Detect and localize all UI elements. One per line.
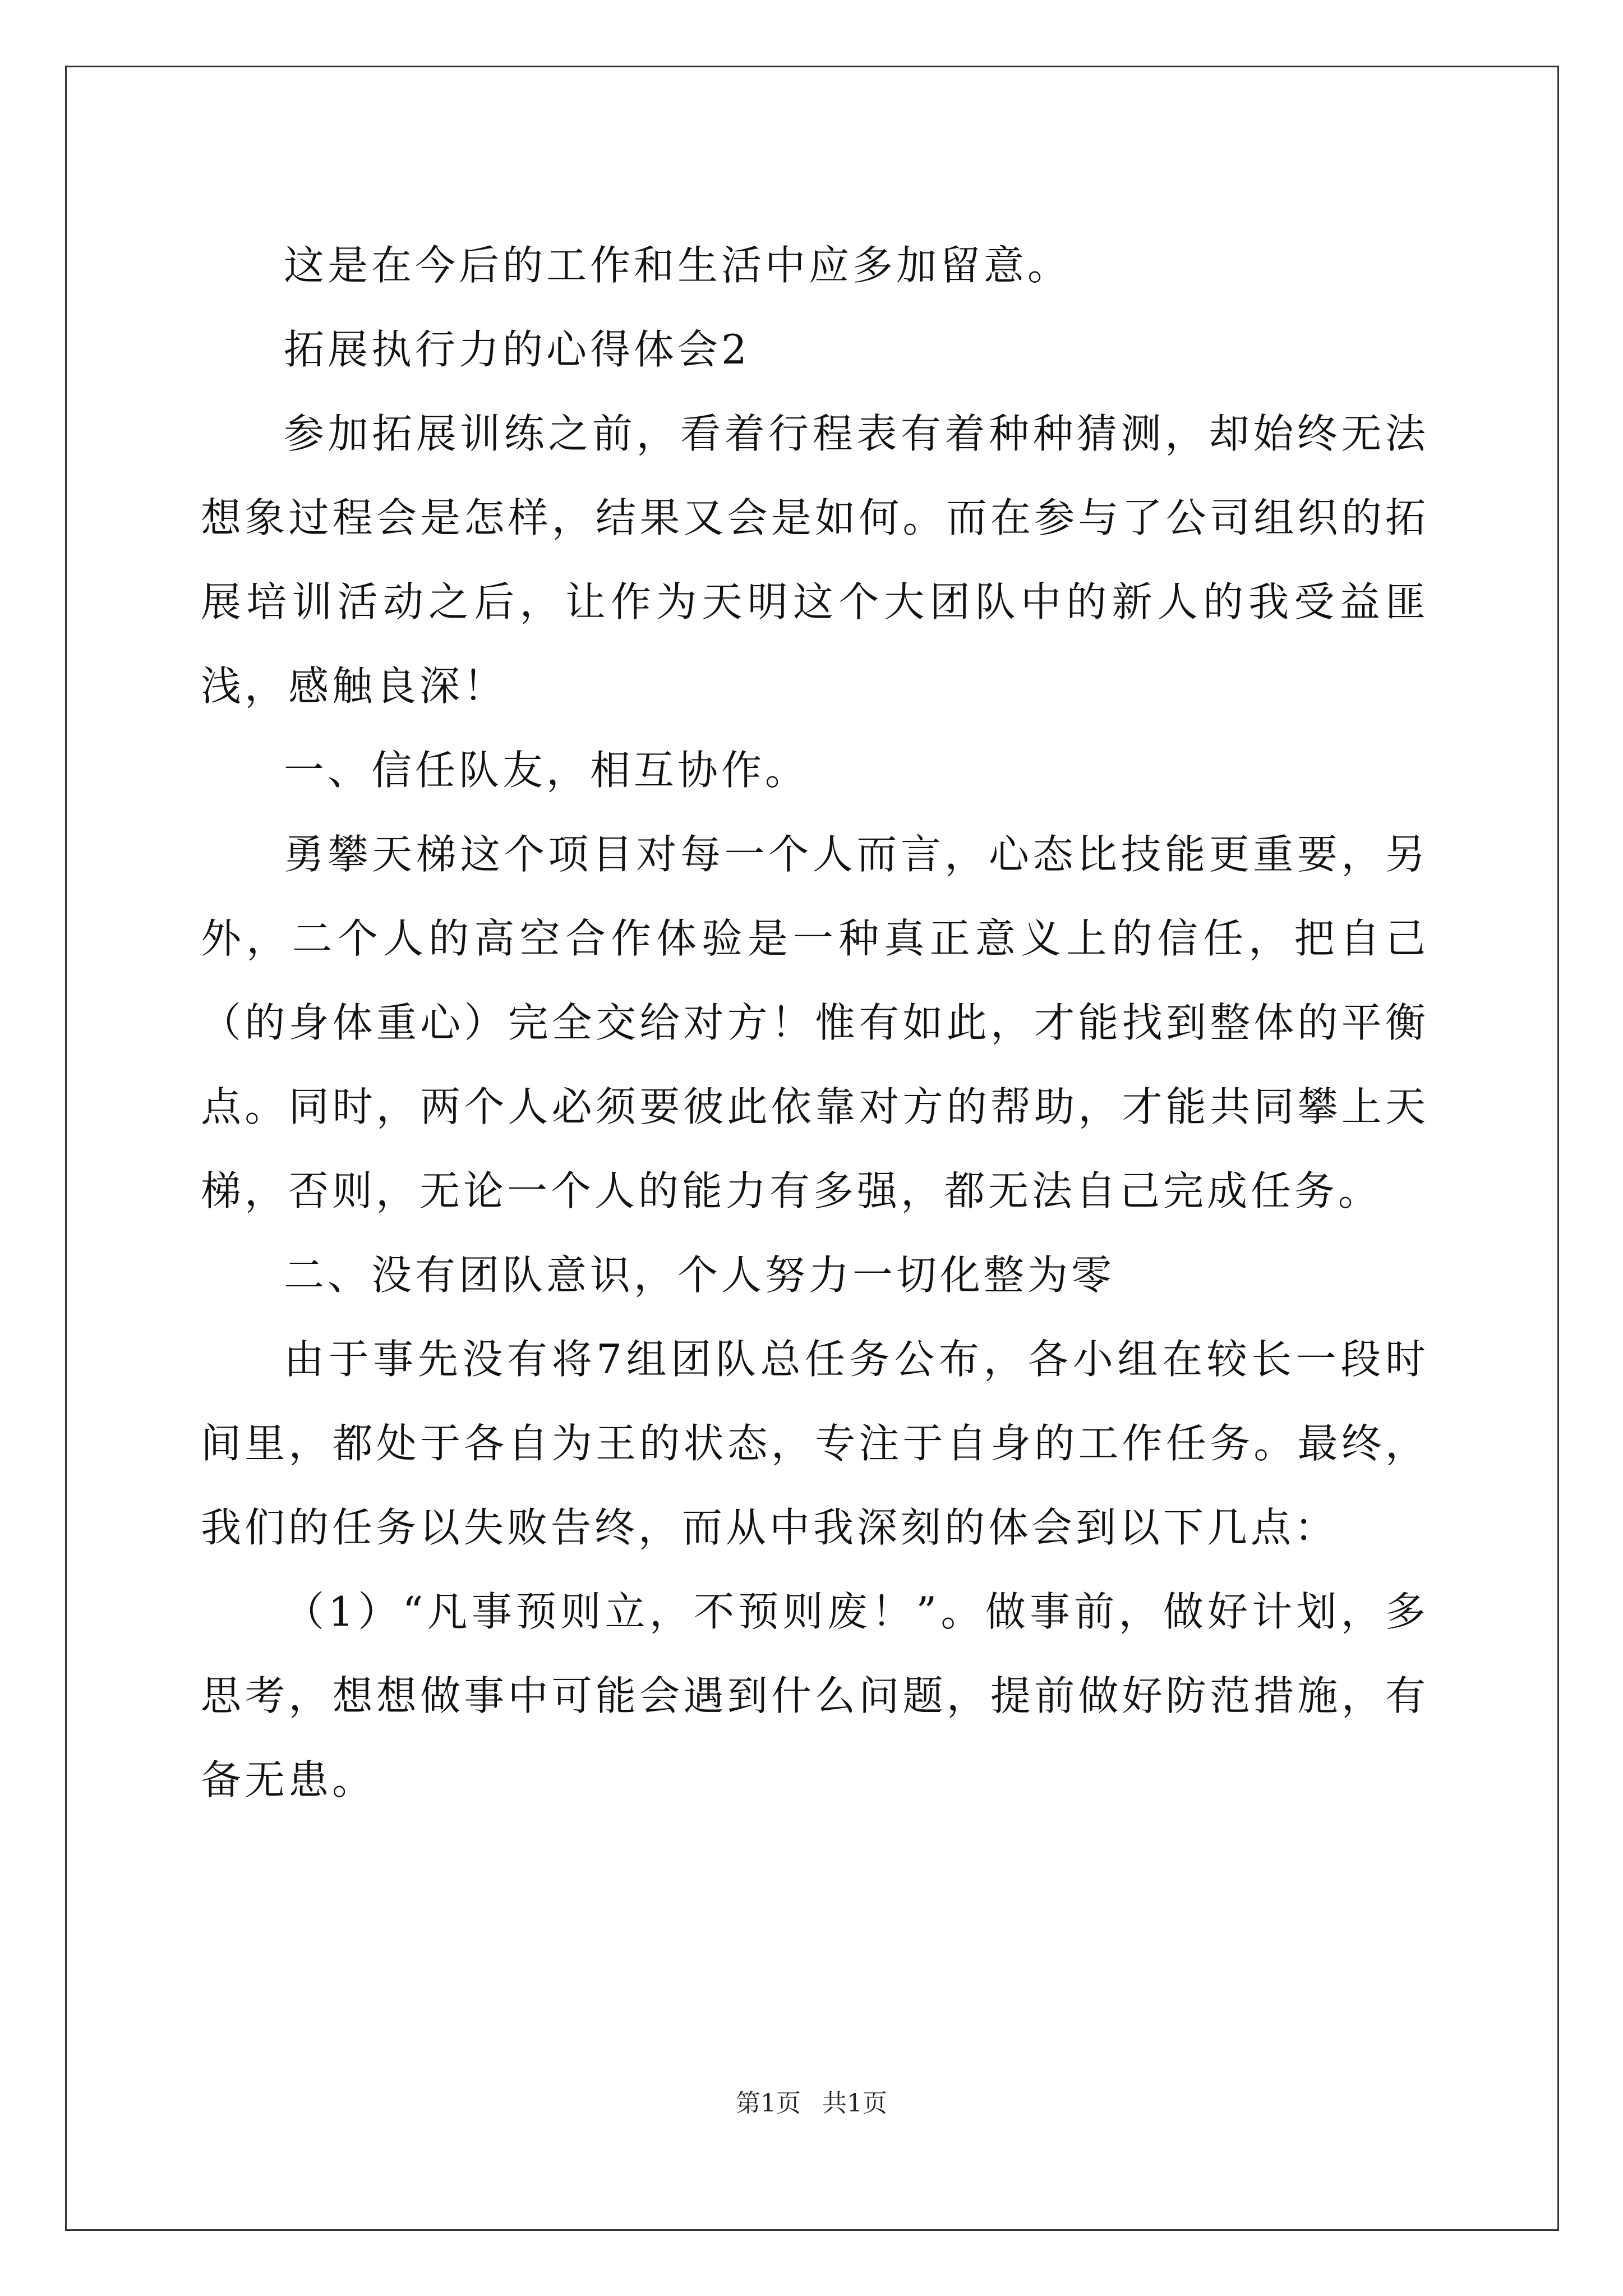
document-body — [201, 223, 1429, 1822]
page-number: 第1页 — [736, 2089, 801, 2118]
section-title: 拓展执行力的心得体会2 — [284, 326, 750, 373]
paragraph-3: 勇攀天梯这个项目对每一个人而言，心态比技能更重要，另外，二个人的高空合作体验是一种真正意义上的信任，把自己（的身体重心）完全交给对方！惟有如此，才能找到整体的平衡点。同时，两个人必须要彼此依靠对方的帮助，才能共同攀上天梯，否则，无论一个人的能力有多强，都无法自己完成任务。 — [201, 831, 1429, 1214]
paragraph-1: 这是在今后的工作和生活中应多加留意。 — [284, 242, 1072, 289]
paragraph-5: （1）“凡事预则立，不预则废！”。做事前，做好计划，多思考，想想做事中可能会遇到什么问题，提前做好防范措施，有备无患。 — [201, 1588, 1429, 1803]
paragraph-4: 由于事先没有将7组团队总任务公布，各小组在较长一段时间里，都处于各自为王的状态，专注于自身的工作任务。最终，我们的任务以失败告终，而从中我深刻的体会到以下几点： — [201, 1336, 1429, 1551]
page-footer — [0, 2087, 1623, 2120]
page-total: 共1页 — [822, 2089, 887, 2118]
heading-trust: 一、信任队友，相互协作。 — [284, 747, 809, 794]
paragraph-2: 参加拓展训练之前，看着行程表有着种种猜测，却始终无法想象过程会是怎样，结果又会是如何。而在参与了公司组织的拓展培训活动之后，让作为天明这个大团队中的新人的我受益匪浅，感触良深！ — [201, 410, 1429, 710]
heading-team-awareness: 二、没有团队意识，个人努力一切化整为零 — [284, 1251, 1115, 1299]
